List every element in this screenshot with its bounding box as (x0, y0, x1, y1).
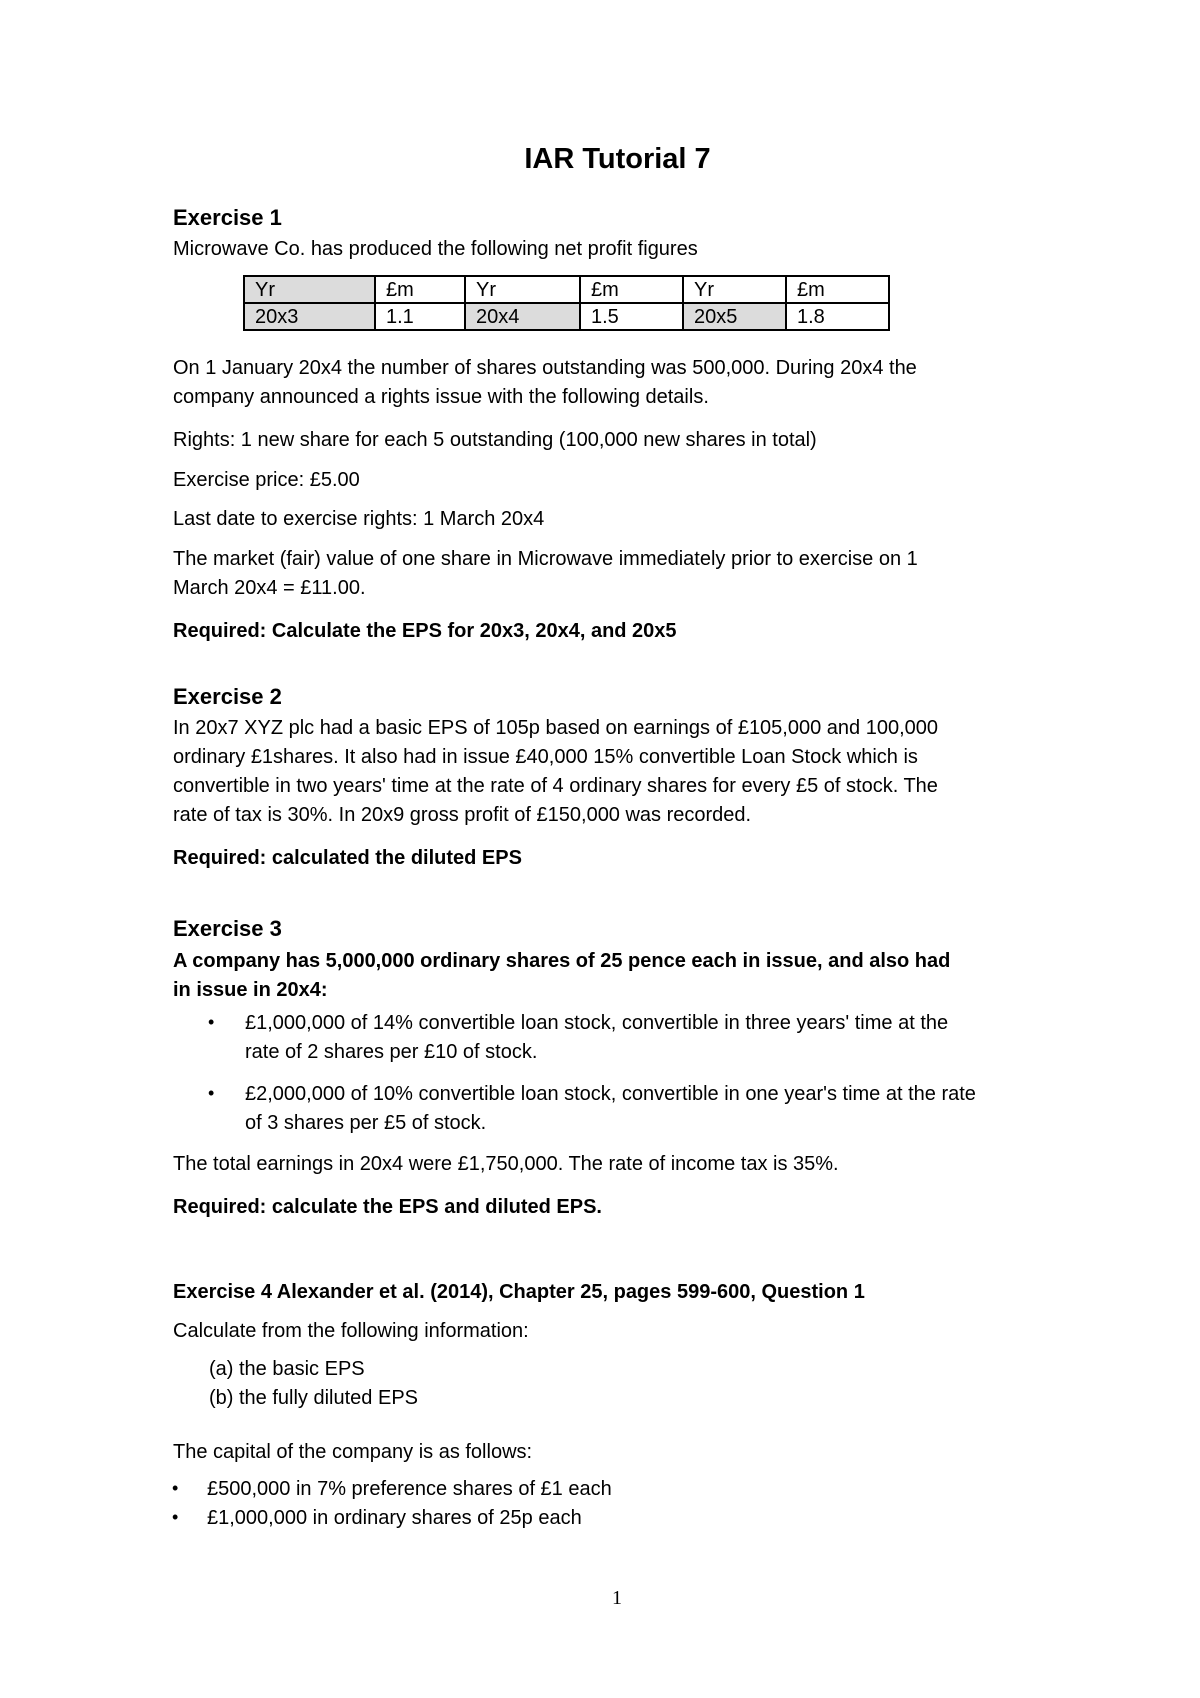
capital-intro: The capital of the company is as follows: (173, 1441, 533, 1463)
exercise-1-paragraph-line: company announced a rights issue with the following details. (173, 386, 709, 408)
exercise-3-required: Required: calculate the EPS and diluted EPS. (173, 1196, 602, 1218)
table-cell: Yr (465, 276, 580, 303)
rights-detail: Rights: 1 new share for each 5 outstanding (100,000 new shares in total) (173, 429, 817, 451)
market-value-line: The market (fair) value of one share in Microwave immediately prior to exercise on 1 (173, 548, 918, 570)
exercise-3-bullet-line: £1,000,000 of 14% convertible loan stock, convertible in three years' time at the (245, 1012, 949, 1034)
bullet-icon: • (208, 1012, 215, 1032)
exercise-3-bullet-line: £2,000,000 of 10% convertible loan stock, convertible in one year's time at the rate (245, 1083, 976, 1105)
table-cell: 20x5 (683, 303, 786, 330)
table-cell: 20x3 (244, 303, 375, 330)
exercise-4-item: (a) the basic EPS (209, 1358, 365, 1380)
exercise-1-heading: Exercise 1 (173, 205, 282, 230)
last-date-detail: Last date to exercise rights: 1 March 20x4 (173, 508, 545, 530)
exercise-3-bullet-line: of 3 shares per £5 of stock. (245, 1112, 487, 1134)
exercise-2-line: convertible in two years' time at the rate of 4 ordinary shares for every £5 of stock. The (173, 775, 938, 797)
bullet-icon: • (208, 1083, 215, 1103)
table-cell: 1.8 (786, 303, 889, 330)
table-cell: Yr (244, 276, 375, 303)
table-row (244, 276, 889, 303)
table-cell: £m (786, 276, 889, 303)
exercise-3-bullet-line: rate of 2 shares per £10 of stock. (245, 1041, 538, 1063)
table-cell: 1.1 (375, 303, 465, 330)
page-title: IAR Tutorial 7 (524, 143, 711, 175)
exercise-4-item: (b) the fully diluted EPS (209, 1387, 418, 1409)
capital-bullet: £1,000,000 in ordinary shares of 25p each (207, 1507, 582, 1529)
table-row (244, 303, 889, 330)
exercise-2-heading: Exercise 2 (173, 684, 282, 709)
exercise-3-intro: in issue in 20x4: (173, 979, 328, 1001)
page-number: 1 (612, 1587, 622, 1609)
exercise-1-intro: Microwave Co. has produced the following net profit figures (173, 238, 698, 260)
table-cell: Yr (683, 276, 786, 303)
bullet-icon: • (172, 1478, 179, 1498)
net-profit-table (243, 275, 890, 331)
market-value-line: March 20x4 = £11.00. (173, 577, 366, 599)
exercise-3-intro: A company has 5,000,000 ordinary shares of 25 pence each in issue, and also had (173, 950, 951, 972)
exercise-1-required: Required: Calculate the EPS for 20x3, 20x4, and 20x5 (173, 620, 677, 642)
exercise-price-detail: Exercise price: £5.00 (173, 469, 360, 491)
exercise-3-heading: Exercise 3 (173, 916, 282, 941)
capital-bullet: £500,000 in 7% preference shares of £1 each (207, 1478, 612, 1500)
table-cell: £m (580, 276, 683, 303)
table-cell: £m (375, 276, 465, 303)
bullet-icon: • (172, 1507, 179, 1527)
exercise-2-line: rate of tax is 30%. In 20x9 gross profit of £150,000 was recorded. (173, 804, 752, 826)
table-cell: 20x4 (465, 303, 580, 330)
exercise-4-heading: Exercise 4 Alexander et al. (2014), Chapter 25, pages 599-600, Question 1 (173, 1281, 865, 1303)
exercise-3-earnings: The total earnings in 20x4 were £1,750,000. The rate of income tax is 35%. (173, 1153, 839, 1175)
table-cell: 1.5 (580, 303, 683, 330)
exercise-1-paragraph-line: On 1 January 20x4 the number of shares outstanding was 500,000. During 20x4 the (173, 357, 917, 379)
exercise-4-intro: Calculate from the following information: (173, 1320, 529, 1342)
exercise-2-line: In 20x7 XYZ plc had a basic EPS of 105p based on earnings of £105,000 and 100,000 (173, 717, 939, 739)
exercise-2-required: Required: calculated the diluted EPS (173, 847, 522, 869)
exercise-2-line: ordinary £1shares. It also had in issue £40,000 15% convertible Loan Stock which is (173, 746, 918, 768)
